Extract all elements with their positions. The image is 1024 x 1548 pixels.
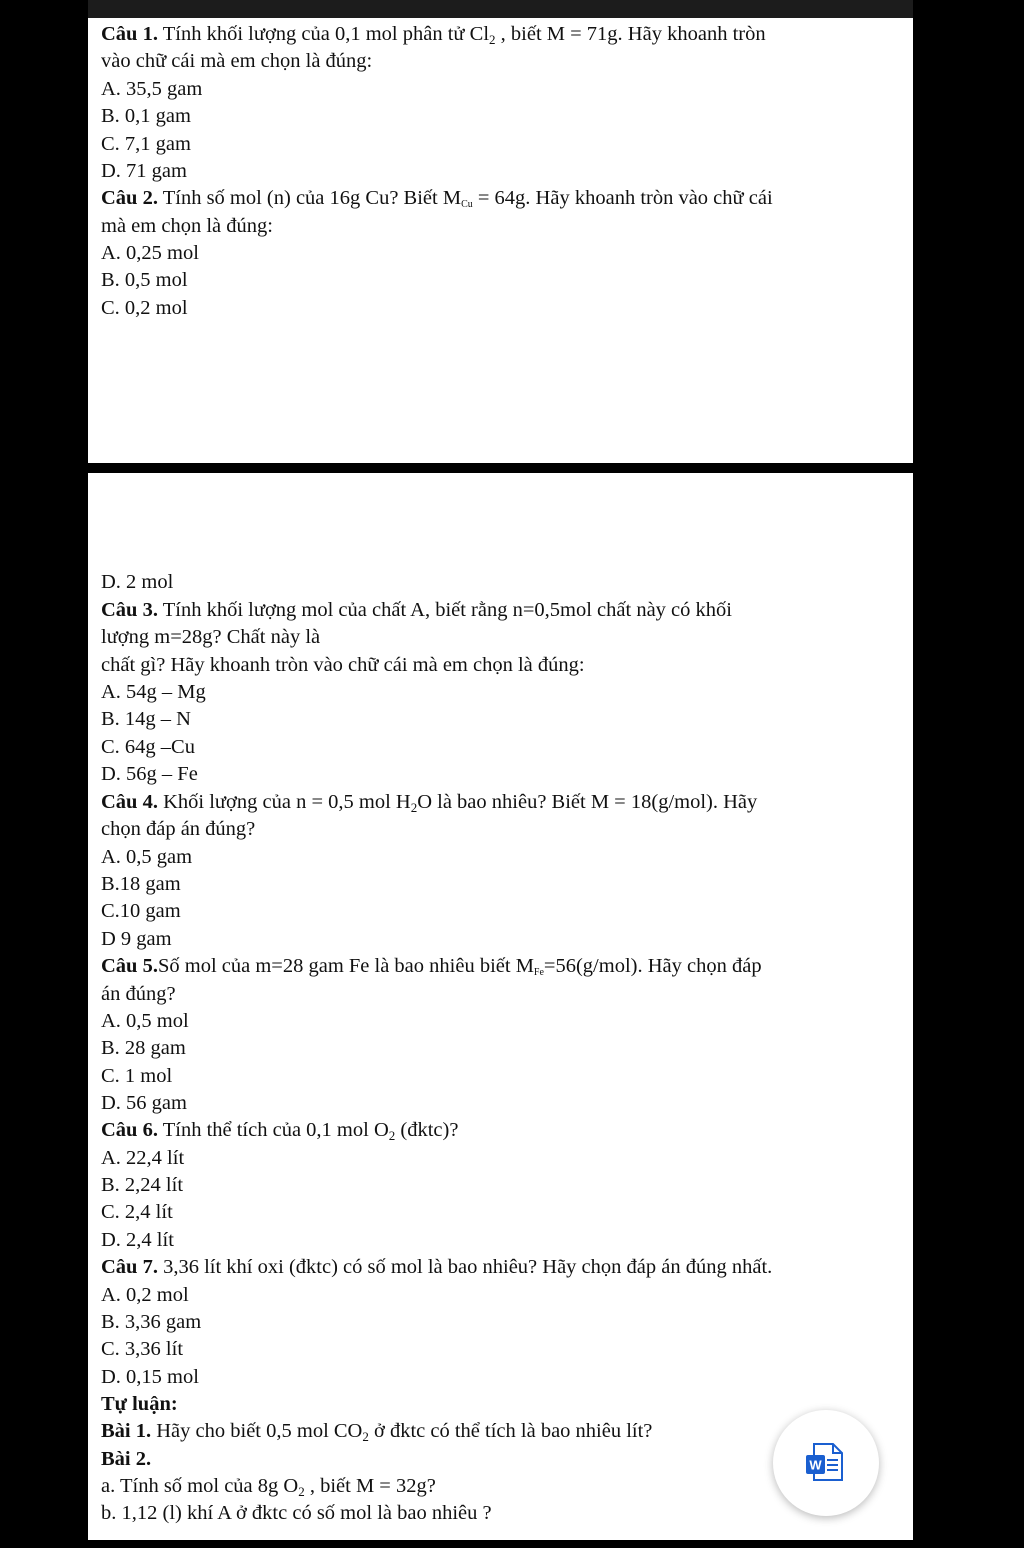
question-1-line-1: Câu 1. Tính khối lượng của 0,1 mol phân tử $Cl_2$ , biết M = 71g. Hãy khoanh tròn xyxy=(101,23,766,47)
essay-bai-2-part-b: b. 1,12 (l) khí A ở đktc có số mol là bao nhiêu ? xyxy=(101,1502,492,1524)
question-3-line-1: Câu 3. Tính khối lượng mol của chất A, biết rằng n=0,5mol chất này có khối xyxy=(101,599,732,621)
question-6-option-c: C. 2,4 lít xyxy=(101,1201,173,1223)
question-7-option-b: B. 3,36 gam xyxy=(101,1311,202,1333)
word-doc-icon xyxy=(804,1441,846,1483)
essay-bai-2-heading: Bài 2. xyxy=(101,1448,152,1470)
question-2-option-b: B. 0,5 mol xyxy=(101,269,188,291)
question-6-option-b: B. 2,24 lít xyxy=(101,1174,184,1196)
question-1-option-a: A. 35,5 gam xyxy=(101,78,203,100)
word-letter: W xyxy=(809,1457,822,1473)
question-7-line-1: Câu 7. 3,36 lít khí oxi (đktc) có số mol là bao nhiêu? Hãy chọn đáp án đúng nhất. xyxy=(101,1256,773,1278)
question-4-option-d: D 9 gam xyxy=(101,928,172,950)
question-3-option-a: A. 54g – Mg xyxy=(101,681,206,703)
question-3-option-c: C. 64g –Cu xyxy=(101,736,195,758)
question-4-option-b: B.18 gam xyxy=(101,873,181,895)
question-4-line-1: Câu 4. Khối lượng của n = 0,5 mol $H_2O$ là bao nhiêu? Biết M = 18(g/mol). Hãy xyxy=(101,791,758,815)
question-2-line-1: Câu 2. Tính số mol (n) của 16g Cu? Biết $M_{Cu} = 64g$. Hãy khoanh tròn vào chữ cái xyxy=(101,187,773,210)
essay-bai-2-part-a: a. Tính số mol của 8g $O_2$ , biết M = 32g? xyxy=(101,1475,436,1499)
question-3-option-b: B. 14g – N xyxy=(101,708,191,730)
question-1-option-b: B. 0,1 gam xyxy=(101,105,191,127)
essay-bai-1: Bài 1. Hãy cho biết 0,5 mol $CO_2$ ở đktc có thể tích là bao nhiêu lít? xyxy=(101,1420,653,1444)
question-6-option-d: D. 2,4 lít xyxy=(101,1229,174,1251)
question-1-option-c: C. 7,1 gam xyxy=(101,133,191,155)
question-7-option-c: C. 3,36 lít xyxy=(101,1338,184,1360)
question-1-line-2: vào chữ cái mà em chọn là đúng: xyxy=(101,50,373,72)
question-3-option-d: D. 56g – Fe xyxy=(101,763,198,785)
question-7-option-a: A. 0,2 mol xyxy=(101,1284,189,1306)
question-2-option-a: A. 0,25 mol xyxy=(101,242,199,264)
question-3-line-3: chất gì? Hãy khoanh tròn vào chữ cái mà em chọn là đúng: xyxy=(101,654,585,676)
question-4-option-c: C.10 gam xyxy=(101,900,181,922)
question-4-option-a: A. 0,5 gam xyxy=(101,846,193,868)
question-5-option-b: B. 28 gam xyxy=(101,1037,186,1059)
question-2-option-c: C. 0,2 mol xyxy=(101,297,188,319)
question-2-line-2: mà em chọn là đúng: xyxy=(101,215,273,237)
question-2-option-d: D. 2 mol xyxy=(101,571,174,593)
question-5-option-c: C. 1 mol xyxy=(101,1065,173,1087)
top-strip xyxy=(88,0,913,18)
question-4-line-2: chọn đáp án đúng? xyxy=(101,818,256,840)
question-6-line-1: Câu 6. Tính thể tích của 0,1 mol $O_2$ (đktc)? xyxy=(101,1119,459,1143)
word-floating-button[interactable] xyxy=(773,1410,879,1516)
essay-heading: Tự luận: xyxy=(101,1393,178,1415)
question-5-option-a: A. 0,5 mol xyxy=(101,1010,189,1032)
question-6-option-a: A. 22,4 lít xyxy=(101,1147,185,1169)
question-5-line-1: Câu 5.Số mol của m=28 gam Fe là bao nhiêu biết $M_{Fe}=56(g/mol)$. Hãy chọn đáp xyxy=(101,955,762,978)
question-5-line-2: án đúng? xyxy=(101,983,176,1005)
question-7-option-d: D. 0,15 mol xyxy=(101,1366,199,1388)
question-1-option-d: D. 71 gam xyxy=(101,160,187,182)
question-5-option-d: D. 56 gam xyxy=(101,1092,187,1114)
document-page-1 xyxy=(88,18,913,463)
question-3-line-2: lượng m=28g? Chất này là xyxy=(101,626,321,648)
document-page-2 xyxy=(88,473,913,1540)
